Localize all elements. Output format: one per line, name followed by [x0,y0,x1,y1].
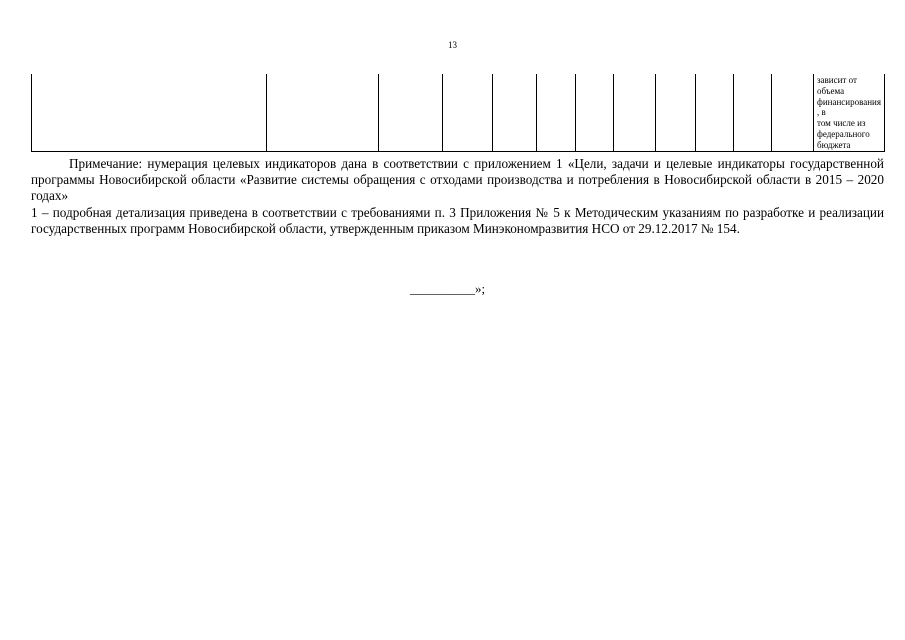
indicator-table [31,74,885,152]
table-cell [614,74,656,151]
cell-line: зависит от объема [817,75,857,96]
table-cell [656,74,696,151]
table-cell [576,74,614,151]
cell-line: финансирования, в [817,96,881,118]
table-cell [696,74,734,151]
table-cell [537,74,576,151]
table-cell [772,74,814,151]
notes-section [31,156,884,237]
table-cell [32,74,267,151]
table-cell [379,74,443,151]
cell-line: бюджета [817,139,851,150]
cell-line: том числе из [817,118,866,129]
table-cell [267,74,379,151]
table-cell [443,74,493,151]
closing-mark: __________»; [410,281,486,296]
page-number: 13 [448,40,457,50]
table-cell-funding-note [814,74,885,151]
note-paragraph: Примечание: нумерация целевых индикаторов дана в соответствии с приложением 1 «Цели, задачи и целевые индикаторы государственной программы Новосибирской области «Развитие системы обращения с отходами производства и потребления в Новосибирской области в 2015 – 2020 годах» [31,156,884,204]
table-cell [493,74,537,151]
table-cell [734,74,772,151]
cell-line: федерального [817,128,870,139]
table-row [32,74,885,151]
footnote-paragraph: 1 – подробная детализация приведена в соответствии с требованиями п. 3 Приложения № 5 к Методическим указаниям по разработке и реализации государственных программ Новосибирской области, утвержденным приказом Минэкономразвития НСО от 29.12.2017 № 154. [31,204,884,236]
